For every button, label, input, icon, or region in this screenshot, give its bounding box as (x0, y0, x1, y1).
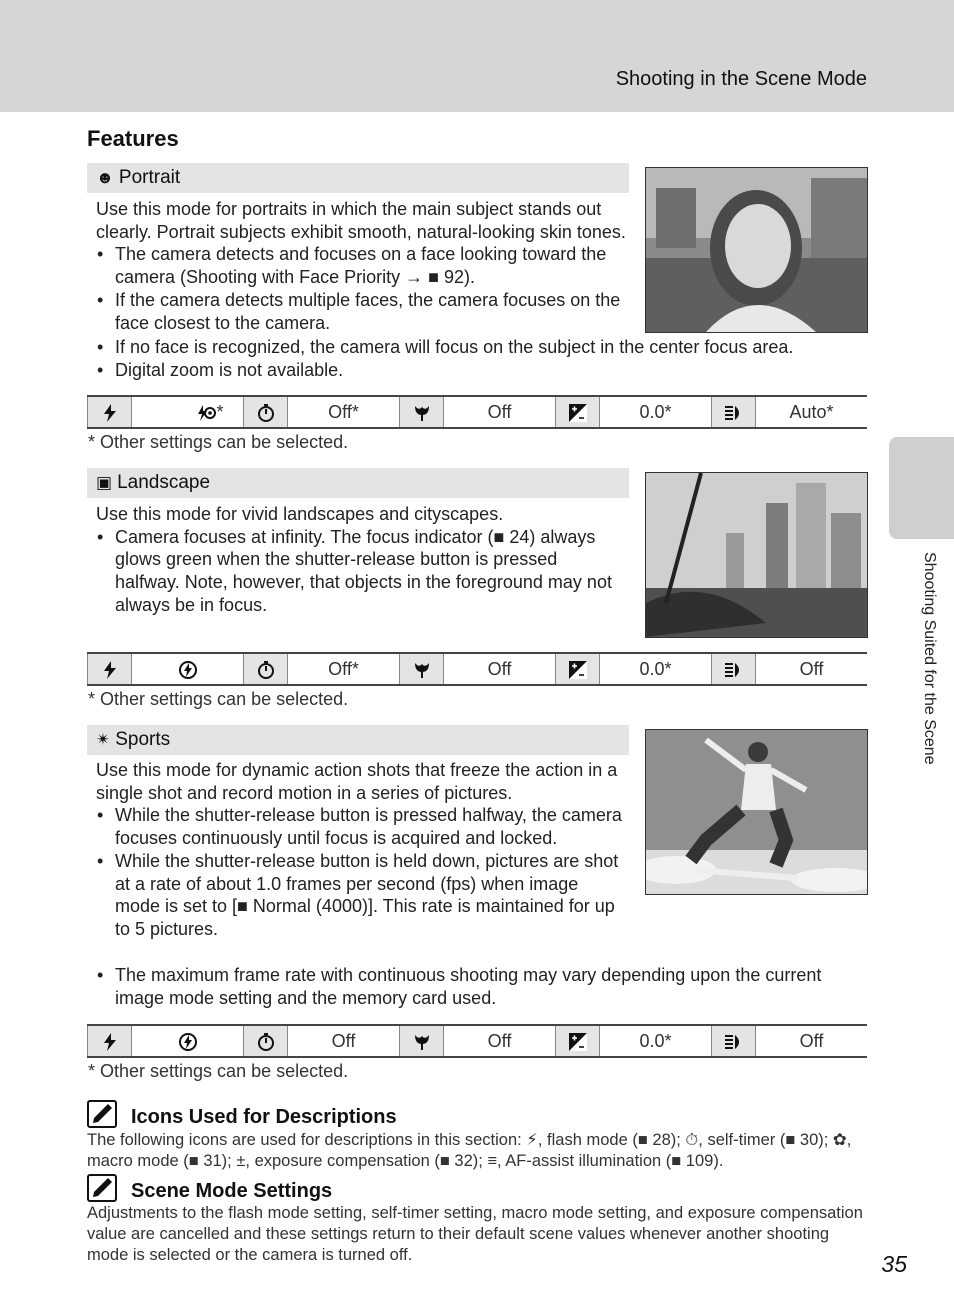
note-pencil-icon (87, 1100, 117, 1128)
exposure-compensation-icon (555, 397, 600, 427)
sports-af-assist-value: Off (799, 1031, 824, 1051)
landscape-macro-value: Off (487, 659, 512, 679)
flash-value-text: * (216, 402, 224, 422)
sports-settings-row (87, 1024, 867, 1058)
af-assist-icon (711, 397, 756, 427)
landscape-settings-row (87, 652, 867, 686)
landscape-section-header (87, 468, 629, 498)
landscape-self-timer-value: Off* (328, 659, 359, 679)
side-tab-label: Shooting Suited for the Scene (921, 552, 938, 765)
list-item: • Camera focuses at infinity. The focus indicator (■ 24) always glows green when the shutter-release button is pressed halfway. Note, however, that objects in the foreground may not always be in focus. (96, 526, 626, 617)
sports-self-timer-value: Off (331, 1031, 356, 1051)
flash-icon (87, 654, 132, 684)
list-item: • If the camera detects multiple faces, the camera focuses on the face closest to the camera. (96, 289, 636, 334)
landscape-photo (645, 472, 868, 638)
self-timer-icon (243, 1026, 288, 1056)
sports-icon: ✴ (96, 730, 111, 749)
portrait-macro-value: Off (487, 402, 512, 422)
landscape-footnote: * Other settings can be selected. (88, 689, 349, 709)
portrait-photo (645, 167, 868, 333)
macro-icon (399, 1026, 444, 1056)
sports-footnote: * Other settings can be selected. (88, 1061, 349, 1081)
sports-description (96, 759, 626, 941)
exposure-compensation-icon (555, 1026, 600, 1056)
flash-off-icon (178, 660, 198, 680)
flash-icon (87, 1026, 132, 1056)
list-item: • The maximum frame rate with continuous shooting may vary depending upon the current image mode setting and the memory card used. (96, 964, 856, 1009)
landscape-description (96, 503, 626, 617)
sports-macro-value: Off (487, 1031, 512, 1051)
portrait-af-assist-value: Auto* (789, 402, 834, 422)
landscape-icon: ▣ (96, 473, 113, 492)
self-timer-icon (243, 654, 288, 684)
macro-icon (399, 397, 444, 427)
note-title-scene-settings: Scene Mode Settings (131, 1180, 333, 1202)
portrait-settings-row (87, 395, 867, 429)
portrait-description-cont (96, 336, 856, 381)
list-item: • While the shutter-release button is held down, pictures are shot at a rate of about 1.0 frames per second (fps) when image mode is set to [■ Normal (4000)]. This rate is maintained for up to 5 pictures. (96, 850, 626, 941)
af-assist-icon (711, 654, 756, 684)
list-item: • If no face is recognized, the camera will focus on the subject in the center focus area. (96, 336, 856, 359)
header-title: Shooting in the Scene Mode (615, 68, 867, 90)
landscape-label: Landscape (117, 472, 211, 493)
af-assist-icon (711, 1026, 756, 1056)
list-item: • While the shutter-release button is pressed halfway, the camera focuses continuously until focus is acquired and locked. (96, 804, 626, 849)
portrait-description (96, 198, 636, 338)
red-eye-flash-icon (196, 403, 216, 423)
sports-flash-value (132, 1026, 243, 1056)
note-text-scene-settings: Adjustments to the flash mode setting, self-timer setting, macro mode setting, and exposure compensation value are cancelled and these settings return to their default scene values whenever another shooting mode is selected or the camera is turned off. (87, 1204, 863, 1264)
landscape-flash-value (132, 654, 243, 684)
sports-description-cont (96, 964, 856, 1009)
sports-section-header (87, 725, 629, 755)
note-text-icons: The following icons are used for descriptions in this section: ⚡, flash mode (■ 28); ⏱, self-timer (■ 30); ✿, macro mode (■ 31); ±, exposure compensation (■ 32); ≡, AF-assist illumination (■ 109). (87, 1131, 852, 1170)
sports-photo (645, 729, 868, 895)
sports-intro: Use this mode for dynamic action shots that freeze the action in a single shot and record motion in a series of pictures. (96, 760, 618, 803)
portrait-self-timer-value: Off* (328, 402, 359, 422)
note-title-icons: Icons Used for Descriptions (131, 1106, 397, 1128)
portrait-footnote: * Other settings can be selected. (88, 432, 349, 452)
macro-icon (399, 654, 444, 684)
exposure-compensation-icon (555, 654, 600, 684)
sports-exposure-value: 0.0* (639, 1031, 672, 1051)
list-item: • The camera detects and focuses on a face looking toward the camera (Shooting with Face Priority → ■ 92). (96, 243, 636, 288)
portrait-section-header (87, 163, 629, 193)
side-tab[interactable] (889, 437, 954, 539)
landscape-af-assist-value: Off (799, 659, 824, 679)
page-number: 35 (881, 1251, 907, 1277)
self-timer-icon (243, 397, 288, 427)
header-band (0, 0, 954, 112)
landscape-intro: Use this mode for vivid landscapes and cityscapes. (96, 504, 504, 524)
portrait-icon: ☻ (96, 168, 114, 187)
landscape-exposure-value: 0.0* (639, 659, 672, 679)
portrait-exposure-value: 0.0* (639, 402, 672, 422)
flash-off-icon (178, 1032, 198, 1052)
list-item: • Digital zoom is not available. (96, 359, 856, 382)
flash-icon (87, 397, 132, 427)
sports-label: Sports (115, 729, 171, 750)
page-title: Features (87, 126, 179, 151)
portrait-label: Portrait (118, 167, 181, 188)
note-pencil-icon (87, 1174, 117, 1202)
portrait-intro: Use this mode for portraits in which the main subject stands out clearly. Portrait subjects exhibit smooth, natural-looking skin tones. (96, 199, 626, 242)
